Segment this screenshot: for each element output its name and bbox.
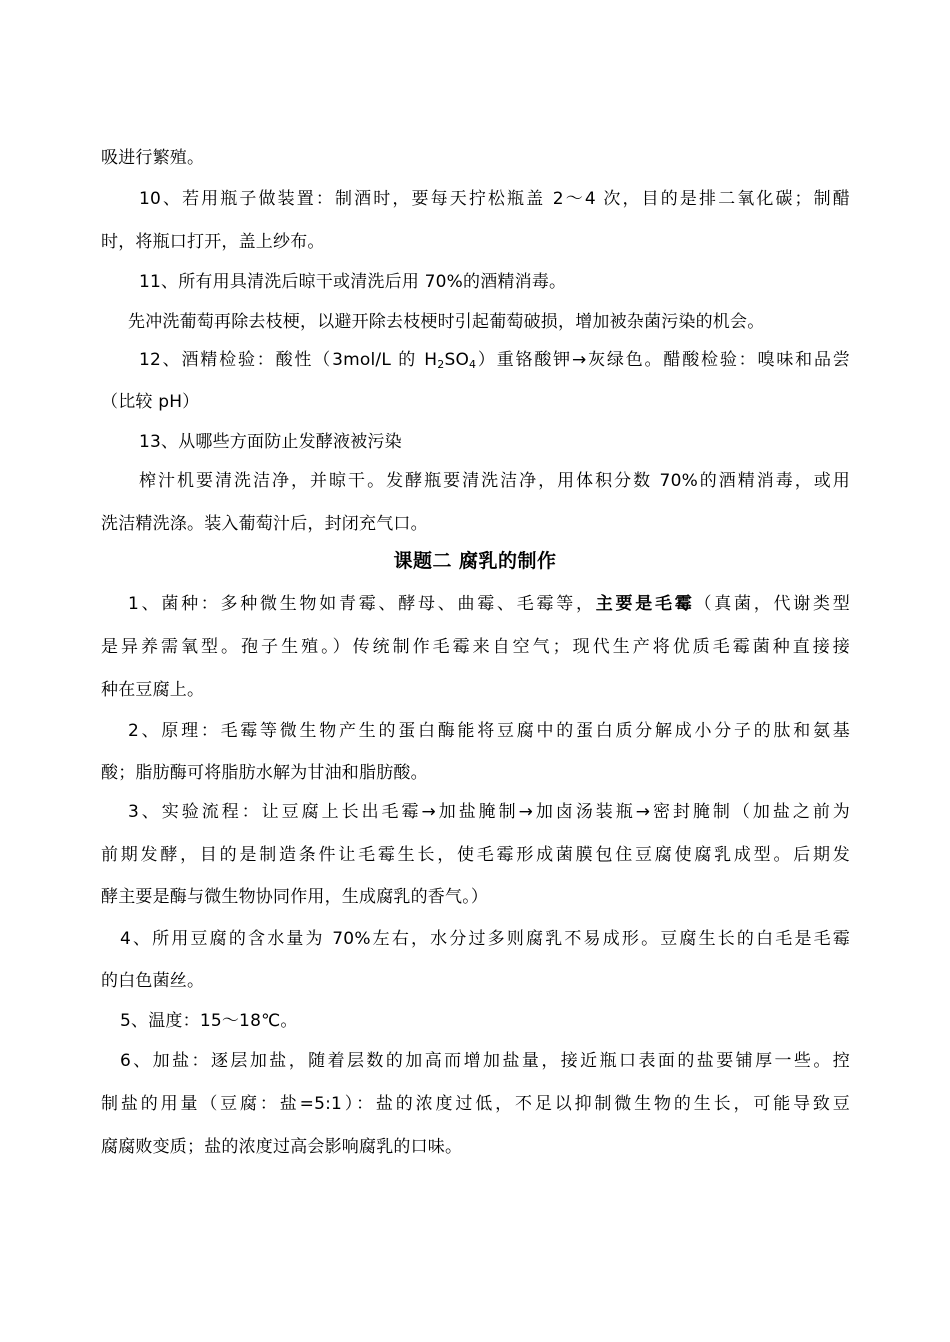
item-1-bold-text: 主要是毛霉 (595, 594, 695, 614)
item-6-line-1: 6、加盐：逐层加盐，随着层数的加高而增加盐量，接近瓶口表面的盐要铺厚一些。控 (120, 1051, 850, 1071)
item-1-text-c: （真菌，代谢类型 (694, 594, 850, 614)
item-1-line-3: 种在豆腐上。 (101, 680, 205, 700)
item-5: 5、温度：15～18℃。 (120, 1011, 298, 1031)
item-13: 13、从哪些方面防止发酵液被污染 (139, 432, 402, 452)
item-6-line-2: 制盐的用量（豆腐：盐=5:1）：盐的浓度过低，不足以抑制微生物的生长，可能导致豆 (101, 1094, 850, 1114)
item-12-line-2: （比较 pH） (101, 392, 200, 412)
subscript-4: 4 (469, 358, 477, 371)
item-4-line-2: 的白色菌丝。 (101, 971, 205, 991)
item-10-line-1: 10、若用瓶子做装置：制酒时，要每天拧松瓶盖 2～4 次，目的是排二氧化碳；制醋 (139, 189, 850, 209)
subscript-2: 2 (437, 358, 445, 371)
item-4-line-1: 4、所用豆腐的含水量为 70%左右，水分过多则腐乳不易成形。豆腐生长的白毛是毛霉 (120, 929, 850, 949)
item-3-line-2: 前期发酵，目的是制造条件让毛霉生长，使毛霉形成菌膜包住豆腐使腐乳成型。后期发 (101, 845, 850, 865)
item-10-line-2: 时，将瓶口打开，盖上纱布。 (101, 232, 325, 252)
item-2-line-1: 2、原理：毛霉等微生物产生的蛋白酶能将豆腐中的蛋白质分解成小分子的肽和氨基 (128, 721, 850, 741)
item-2-line-2: 酸；脂肪酶可将脂肪水解为甘油和脂肪酸。 (101, 763, 428, 783)
item-1-line-1 (128, 593, 850, 615)
item-3-line-1: 3、实验流程：让豆腐上长出毛霉→加盐腌制→加卤汤装瓶→密封腌制（加盐之前为 (128, 802, 850, 822)
item-13-answer-line-2: 洗洁精洗涤。装入葡萄汁后，封闭充气口。 (101, 514, 428, 534)
item-3-line-3: 酵主要是酶与微生物协同作用，生成腐乳的香气。） (101, 887, 489, 907)
item-12-text-so: SO (444, 350, 470, 370)
para-line: 吸进行繁殖。 (101, 148, 205, 168)
item-12-line-1 (139, 349, 850, 371)
item-13-answer-line-1: 榨汁机要清洗洁净，并晾干。发酵瓶要清洗洁净，用体积分数 70%的酒精消毒，或用 (139, 471, 850, 491)
item-1-line-2: 是异养需氧型。孢子生殖。）传统制作毛霉来自空气；现代生产将优质毛霉菌种直接接 (101, 637, 850, 657)
section-title: 课题二 腐乳的制作 (393, 550, 557, 572)
item-12-text-b: ）重铬酸钾→灰绿色。醋酸检验：嗅味和品尝 (476, 350, 851, 370)
item-12-text-a: 12、酒精检验：酸性（3mol/L 的 H (139, 350, 438, 370)
item-6-line-3: 腐腐败变质；盐的浓度过高会影响腐乳的口味。 (101, 1137, 463, 1157)
item-11-note: 先冲洗葡萄再除去枝梗，以避开除去枝梗时引起葡萄破损，增加被杂菌污染的机会。 (128, 312, 765, 332)
item-11: 11、所有用具清洗后晾干或清洗后用 70%的酒精消毒。 (139, 272, 567, 292)
item-1-text-a: 1、菌种：多种微生物如青霉、酵母、曲霉、毛霉等， (128, 594, 596, 614)
